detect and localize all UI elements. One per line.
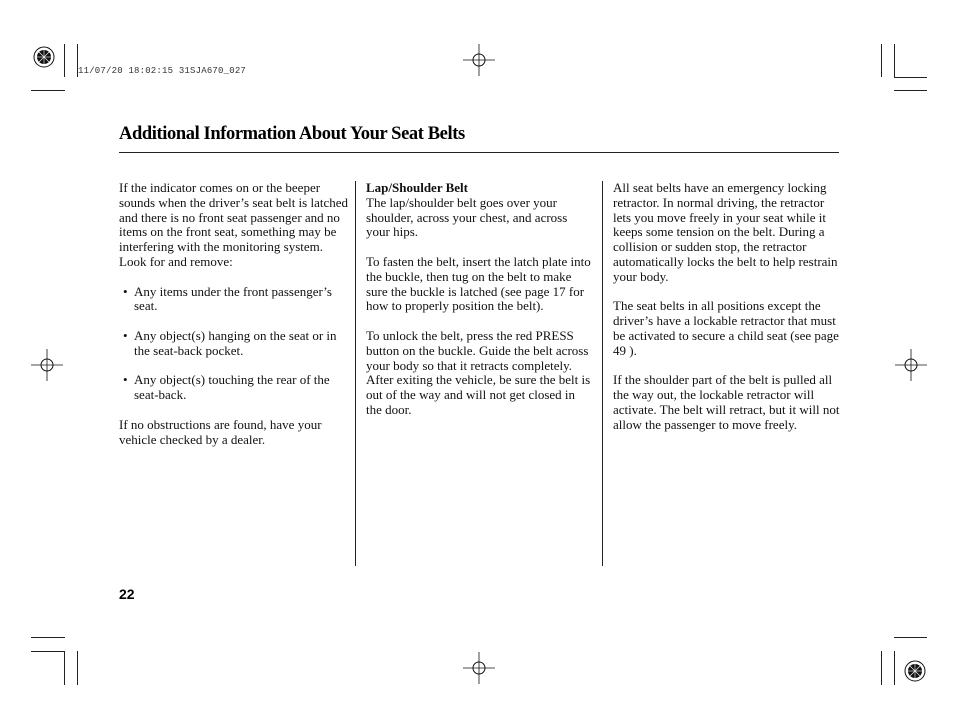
section-heading: Lap/Shoulder Belt	[366, 180, 468, 195]
col1-outro: If no obstructions are found, have your vehicle checked by a dealer.	[119, 416, 322, 447]
crop-mark	[894, 44, 895, 77]
list-item: • Any items under the front passenger’s seat.	[123, 283, 332, 314]
col1-bullet-list	[119, 285, 349, 403]
bullet-icon: •	[123, 372, 128, 388]
crop-mark	[31, 637, 65, 638]
bullet-icon: •	[123, 283, 128, 299]
col3-p3: If the shoulder part of the belt is pulled all the way out, the lockable retractor will activate. The belt will retract, but it will not allow the passenger to move freely.	[613, 372, 840, 432]
column-2	[366, 181, 594, 433]
title-rule	[119, 152, 839, 153]
crosshair-icon	[463, 652, 495, 684]
list-item: • Any object(s) touching the rear of the seat-back.	[123, 372, 330, 403]
column-1	[119, 181, 349, 462]
col2-p2: To fasten the belt, insert the latch plate into the buckle, then tug on the belt to make sure the buckle is latched (see page 17 for how to properly position the belt).	[366, 253, 591, 314]
crop-mark	[31, 90, 65, 91]
crop-mark	[894, 77, 927, 78]
col2-intro-block	[366, 181, 594, 240]
crop-mark	[894, 651, 895, 685]
crop-mark	[64, 651, 65, 685]
page-title: Additional Information About Your Seat Belts	[119, 124, 465, 144]
crop-mark	[894, 637, 927, 638]
col1-intro: If the indicator comes on or the beeper sounds when the driver’s seat belt is latched and there is no front seat passenger and no items on the front seat, something may be interfering with the monitoring system. Look for and remove:	[119, 180, 349, 269]
crosshair-icon	[463, 44, 495, 76]
crop-mark	[894, 90, 927, 91]
crop-mark	[881, 44, 882, 77]
page-number: 22	[119, 586, 135, 602]
crop-mark	[77, 651, 78, 685]
col2-p3: To unlock the belt, press the red PRESS button on the buckle. Guide the belt across your body so that it retracts completely. After exiting the vehicle, be sure the belt is out of the way and will not get closed in the door.	[366, 327, 591, 417]
bullet-icon: •	[123, 327, 128, 343]
list-item: • Any object(s) hanging on the seat or in the seat-back pocket.	[123, 327, 337, 358]
registration-target-icon	[33, 46, 55, 68]
crop-mark	[31, 651, 65, 652]
column-3	[613, 181, 843, 447]
crop-mark	[881, 651, 882, 685]
registration-target-icon	[904, 660, 926, 682]
crosshair-icon	[895, 349, 927, 381]
col3-p1: All seat belts have an emergency locking retractor. In normal driving, the retractor lets you move freely in your seat while it keeps some tension on the belt. During a collision or sudden stop, the retractor automatically locks the belt to help restrain your body.	[613, 180, 838, 284]
crop-mark	[64, 44, 65, 77]
column-divider	[602, 181, 603, 566]
col3-p2: The seat belts in all positions except the driver’s have a lockable retractor that must be activated to secure a child seat (see page 49 ).	[613, 298, 839, 358]
col2-p1: The lap/shoulder belt goes over your shoulder, across your chest, and across your hips.	[366, 194, 568, 240]
print-stamp: 11/07/20 18:02:15 31SJA670_027	[78, 66, 247, 76]
column-divider	[355, 181, 356, 566]
crosshair-icon	[31, 349, 63, 381]
